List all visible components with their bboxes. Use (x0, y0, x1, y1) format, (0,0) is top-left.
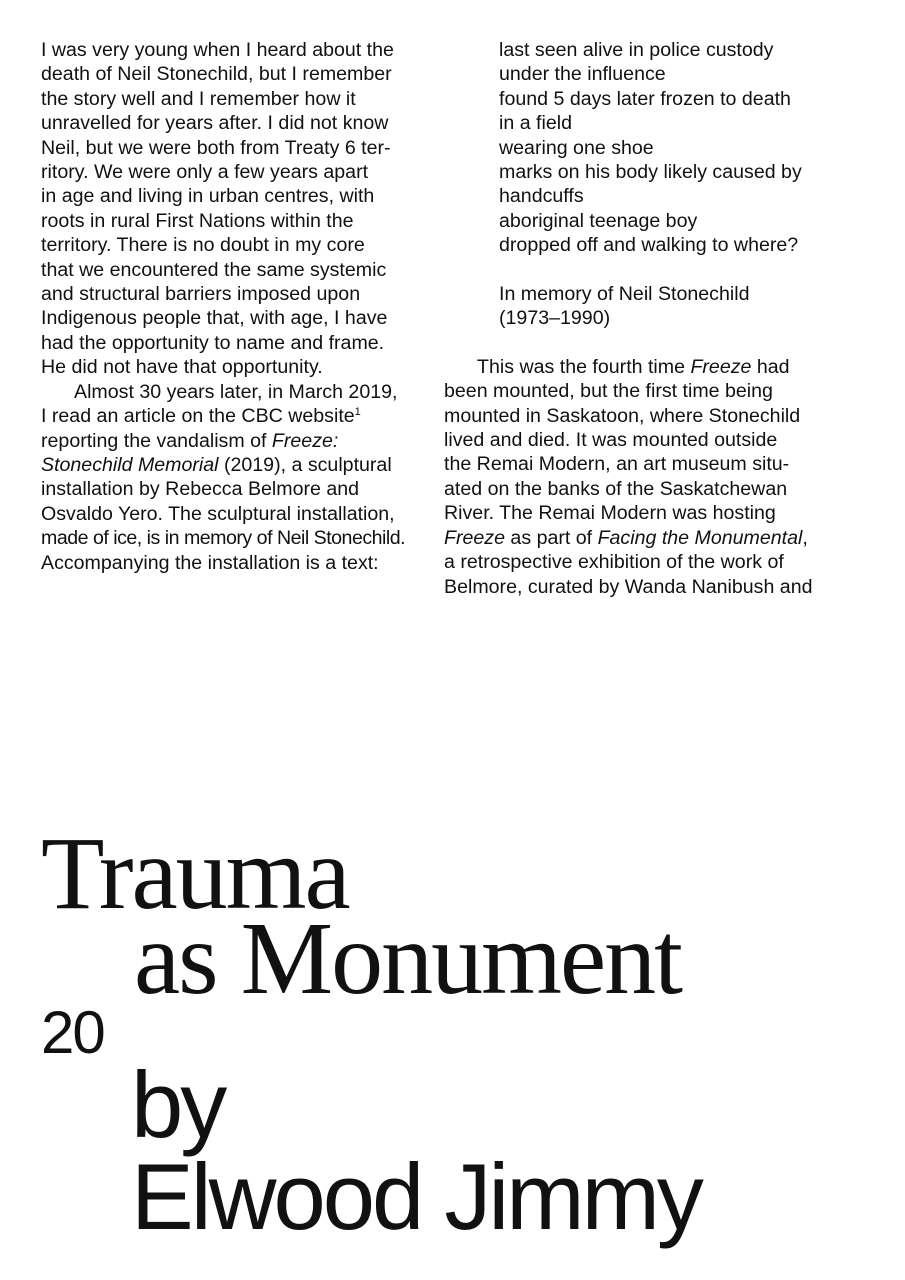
essay-title-line-2: as Monument (134, 901, 682, 1016)
poem-line: wearing one shoe (499, 136, 654, 159)
poem-line: handcuffs (499, 185, 584, 208)
body-line: Osvaldo Yero. The sculptural installation, (41, 502, 395, 525)
body-line: lived and died. It was mounted outside (444, 429, 778, 452)
body-line: the Remai Modern, an art museum situ- (444, 453, 790, 476)
body-line: Accompanying the installation is a text: (41, 551, 379, 574)
body-line: installation by Rebecca Belmore and (41, 478, 360, 501)
body-line: Neil, but we were both from Treaty 6 ter- (41, 136, 391, 159)
body-line: River. The Remai Modern was hosting (444, 502, 776, 525)
poem-line: last seen alive in police custody (499, 39, 774, 61)
footnote-reference[interactable]: 1 (354, 406, 361, 419)
right-column (444, 38, 864, 599)
body-line: a retrospective exhibition of the work of (444, 551, 784, 574)
body-line (444, 526, 864, 550)
body-line: the story well and I remember how it (41, 87, 356, 110)
body-line: made of ice, is in memory of Neil Stonechild. (41, 527, 406, 550)
body-line (41, 404, 431, 428)
body-line: Indigenous people that, with age, I have (41, 307, 388, 330)
body-line: had the opportunity to name and frame. (41, 331, 385, 354)
body-line: that we encountered the same systemic (41, 258, 387, 281)
body-text: This was the fourth time (477, 355, 691, 378)
body-line: unravelled for years after. I did not know (41, 112, 389, 135)
body-text: reporting the vandalism of (41, 429, 272, 452)
body-line: I was very young when I heard about the (41, 39, 394, 61)
body-line: Almost 30 years later, in March 2019, (74, 380, 398, 403)
body-text: as part of (504, 526, 598, 549)
poem-line: marks on his body likely caused by (499, 161, 802, 184)
artwork-title: Freeze (690, 355, 752, 378)
page-number: 20 (41, 999, 104, 1066)
body-line (444, 355, 864, 379)
essay-title-line-1: Trauma (41, 816, 349, 931)
poem-line: under the influence (499, 63, 666, 86)
artwork-title: Freeze (444, 526, 505, 549)
body-text: (2019), a sculptural (218, 453, 392, 476)
body-line (41, 453, 431, 477)
body-line: roots in rural First Nations within the (41, 209, 354, 232)
body-line: mounted in Saskatoon, where Stonechild (444, 404, 801, 427)
poem-line: aboriginal teenage boy (499, 209, 698, 232)
body-line: Belmore, curated by Wanda Nanibush and (444, 575, 813, 598)
exhibition-title: Facing the Monumental (597, 526, 803, 549)
author-byline: by (131, 1052, 225, 1157)
memorial-dates: (1973–1990) (499, 307, 611, 330)
poem-line: dropped off and walking to where? (499, 234, 799, 257)
body-text: I read an article on the CBC website (41, 405, 355, 428)
body-line: in age and living in urban centres, with (41, 185, 375, 208)
body-text: , (802, 526, 808, 549)
body-line: been mounted, but the first time being (444, 380, 773, 403)
body-line: ated on the banks of the Saskatchewan (444, 477, 788, 500)
body-line (41, 429, 431, 453)
body-text: had (751, 355, 790, 378)
poem-line: found 5 days later frozen to death (499, 87, 791, 110)
body-line: He did not have that opportunity. (41, 356, 323, 379)
artwork-title: Stonechild Memorial (41, 453, 219, 476)
body-line: ritory. We were only a few years apart (41, 161, 369, 184)
poem-line: in a field (499, 112, 572, 135)
body-line: death of Neil Stonechild, but I remember (41, 63, 392, 86)
left-column (41, 38, 431, 575)
artwork-title: Freeze: (271, 429, 339, 452)
memorial-poem (444, 38, 864, 331)
body-line: territory. There is no doubt in my core (41, 234, 365, 257)
memorial-dedication: In memory of Neil Stonechild (499, 283, 750, 306)
body-line: and structural barriers imposed upon (41, 283, 361, 306)
author-name: Elwood Jimmy (131, 1144, 701, 1249)
